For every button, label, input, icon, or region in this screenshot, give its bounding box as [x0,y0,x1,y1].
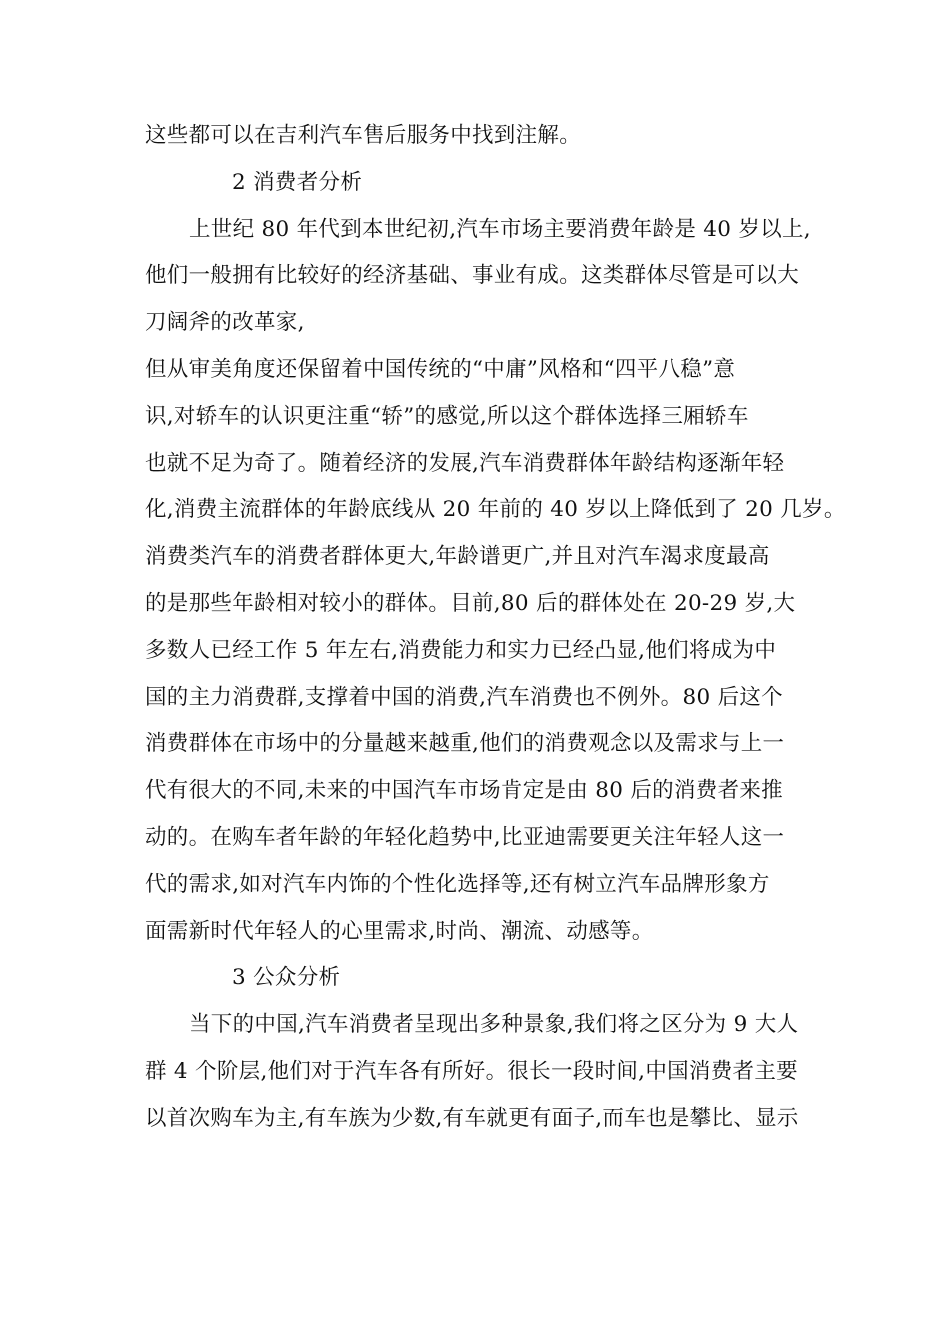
text-line: 当下的中国,汽车消费者呈现出多种景象,我们将之区分为 9 大人 [189,1012,799,1038]
text-line: 多数人已经工作 5 年左右,消费能力和实力已经凸显,他们将成为中 [145,637,777,663]
section-heading-consumer-analysis: 2 消费者分析 [232,169,363,195]
text-line: 上世纪 80 年代到本世纪初,汽车市场主要消费年龄是 40 岁以上, [189,216,811,242]
text-line: 也就不足为奇了。随着经济的发展,汽车消费群体年龄结构逐渐年轻 [145,450,785,476]
text-line: 这些都可以在吉利汽车售后服务中找到注解。 [145,123,582,148]
text-line: 但从审美角度还保留着中国传统的“中庸”风格和“四平八稳”意 [145,356,736,382]
text-line: 刀阔斧的改革家, [145,310,305,336]
text-line: 消费类汽车的消费者群体更大,年龄谱更广,并且对汽车渴求度最高 [145,544,770,570]
text-line: 化,消费主流群体的年龄底线从 20 年前的 40 岁以上降低到了 20 几岁。 [145,497,846,523]
text-line: 的是那些年龄相对较小的群体。目前,80 后的群体处在 20-29 岁,大 [145,590,796,616]
text-line: 面需新时代年轻人的心里需求,时尚、潮流、动感等。 [145,918,654,944]
text-line: 消费群体在市场中的分量越来越重,他们的消费观念以及需求与上一 [145,731,785,757]
text-line: 他们一般拥有比较好的经济基础、事业有成。这类群体尽管是可以大 [145,263,800,289]
section-heading-public-analysis: 3 公众分析 [232,965,341,991]
text-line: 国的主力消费群,支撑着中国的消费,汽车消费也不例外。80 后这个 [145,684,783,710]
document-body [145,113,846,1143]
text-line: 代的需求,如对汽车内饰的个性化选择等,还有树立汽车品牌形象方 [145,871,770,897]
text-line: 群 4 个阶层,他们对于汽车各有所好。很长一段时间,中国消费者主要 [145,1058,798,1084]
text-line: 动的。在购车者年龄的年轻化趋势中,比亚迪需要更关注年轻人这一 [145,824,785,850]
text-line: 识,对轿车的认识更注重“轿”的感觉,所以这个群体选择三厢轿车 [145,403,749,429]
text-line: 以首次购车为主,有车族为少数,有车就更有面子,而车也是攀比、显示 [145,1105,799,1131]
text-line: 代有很大的不同,未来的中国汽车市场肯定是由 80 后的消费者来推 [145,778,783,804]
